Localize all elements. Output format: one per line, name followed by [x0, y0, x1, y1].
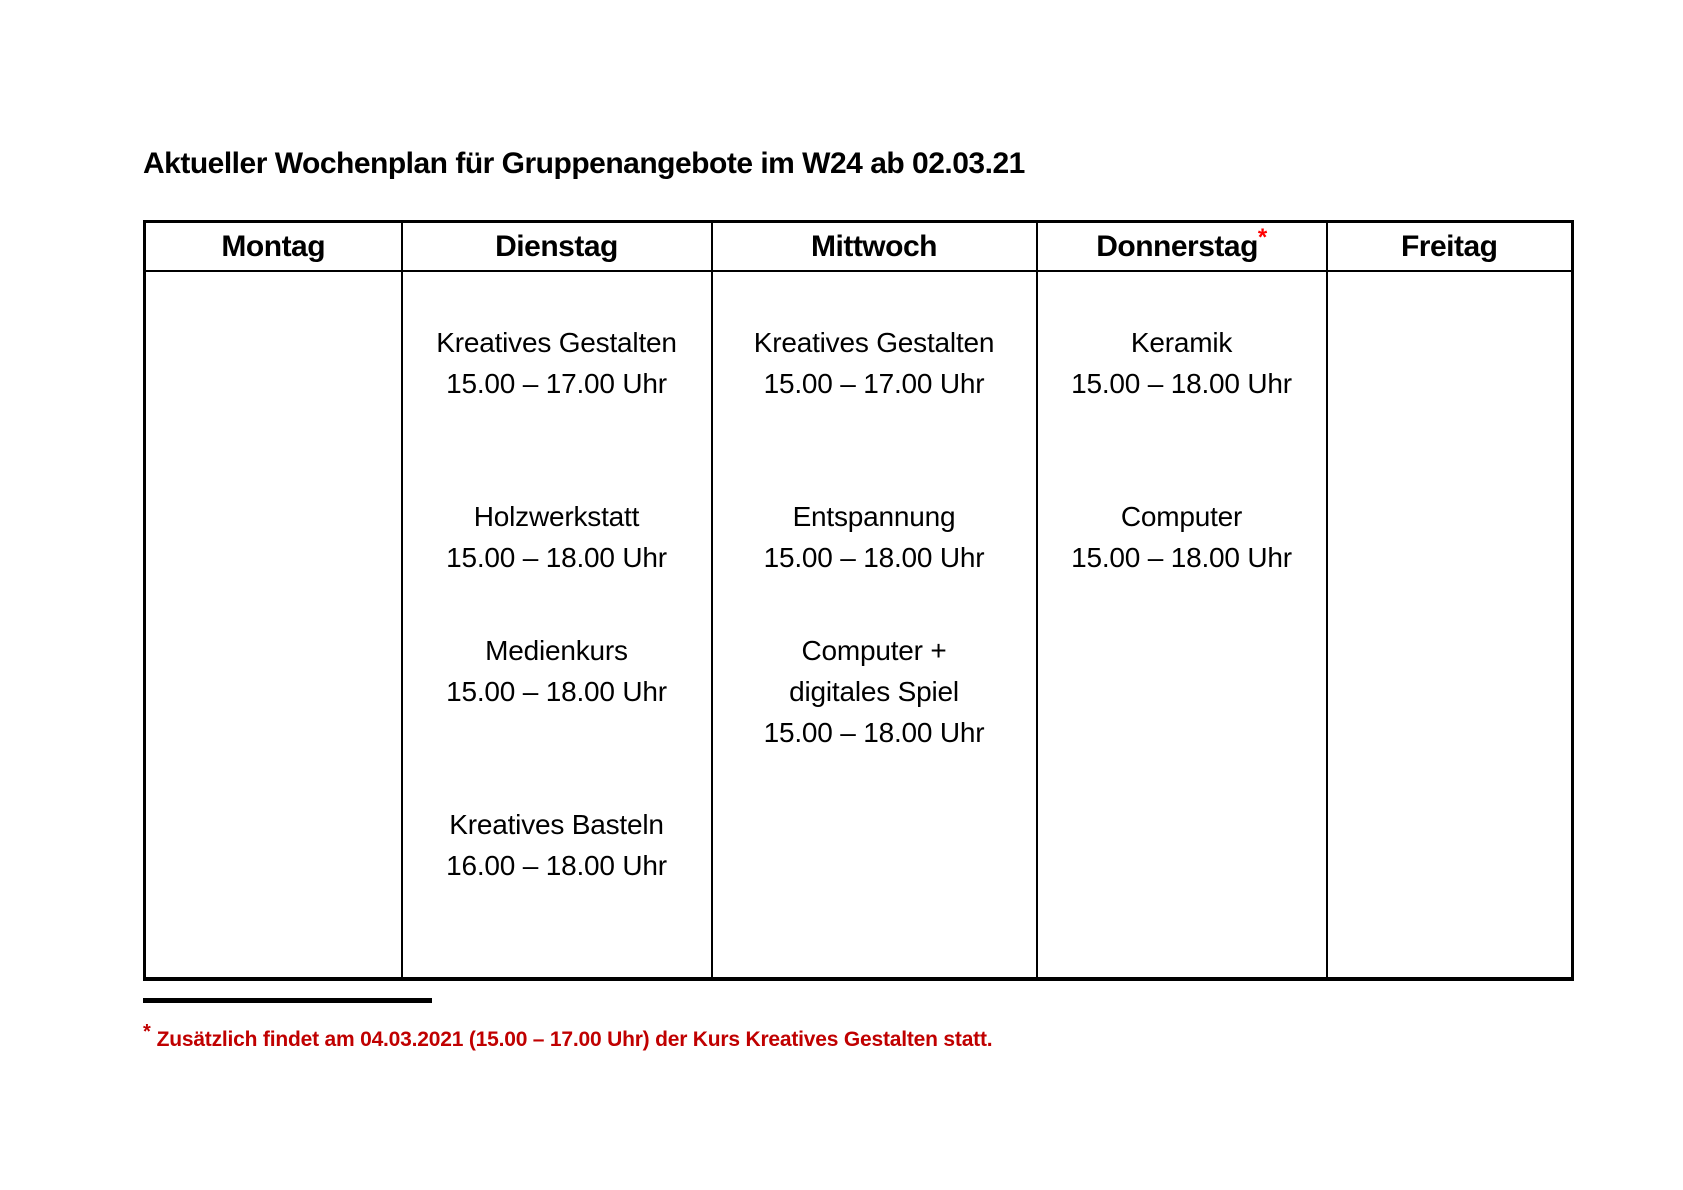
course-time: 15.00 – 18.00 Uhr	[446, 542, 667, 573]
course-time: 15.00 – 18.00 Uhr	[763, 542, 985, 573]
header-row	[145, 222, 1573, 272]
course-time: 15.00 – 18.00 Uhr	[763, 717, 985, 748]
course-name: Kreatives Basteln	[449, 809, 664, 840]
day-cell-montag	[145, 271, 402, 979]
footnote-asterisk: *	[143, 1021, 151, 1043]
course-time: 15.00 – 17.00 Uhr	[446, 368, 667, 399]
course-name: Kreatives Gestalten	[436, 327, 677, 358]
header-cell-dienstag	[402, 222, 712, 272]
course-name-line2: digitales Spiel	[789, 676, 959, 707]
course-time: 15.00 – 18.00 Uhr	[1071, 542, 1292, 573]
course-entry	[403, 322, 711, 404]
course-entry	[1038, 496, 1326, 578]
day-label-mittwoch: Mittwoch	[811, 229, 937, 263]
header-cell-freitag	[1327, 222, 1573, 272]
footnote-text: Zusätzlich findet am 04.03.2021 (15.00 – 17.00 Uhr) der Kurs Kreatives Gestalten statt.	[156, 1028, 993, 1051]
course-time: 15.00 – 18.00 Uhr	[1071, 368, 1292, 399]
course-entry	[1038, 322, 1326, 404]
course-time: 15.00 – 18.00 Uhr	[446, 676, 667, 707]
weekly-schedule-table	[143, 220, 1574, 981]
header-cell-mittwoch	[712, 222, 1037, 272]
course-entry	[403, 496, 711, 578]
donnerstag-asterisk: *	[1257, 223, 1267, 251]
day-label-donnerstag: Donnerstag	[1096, 229, 1258, 263]
course-name: Kreatives Gestalten	[753, 327, 995, 358]
course-name: Medienkurs	[485, 635, 628, 666]
course-time: 15.00 – 17.00 Uhr	[763, 368, 985, 399]
body-row	[145, 271, 1573, 979]
course-name: Entspannung	[792, 501, 956, 532]
course-time: 16.00 – 18.00 Uhr	[446, 850, 667, 881]
header-cell-donnerstag	[1037, 222, 1327, 272]
course-name: Holzwerkstatt	[473, 501, 640, 532]
page-title: Aktueller Wochenplan für Gruppenangebote im W24 ab 02.03.21	[143, 147, 1025, 180]
day-label-montag: Montag	[221, 229, 326, 263]
course-entry	[713, 496, 1036, 578]
day-cell-donnerstag	[1037, 271, 1327, 979]
header-cell-montag	[145, 222, 402, 272]
course-entry	[713, 322, 1036, 404]
course-name: Computer +	[801, 635, 947, 666]
footnote-separator-rule	[143, 998, 432, 1003]
course-entry	[403, 804, 711, 886]
course-name: Keramik	[1130, 327, 1233, 358]
course-entry	[713, 630, 1036, 753]
day-label-freitag: Freitag	[1400, 229, 1498, 263]
day-cell-mittwoch	[712, 271, 1037, 979]
day-label-dienstag: Dienstag	[495, 229, 618, 263]
day-cell-dienstag	[402, 271, 712, 979]
footnote	[143, 1021, 993, 1052]
course-entry	[403, 630, 711, 712]
course-name: Computer	[1120, 501, 1243, 532]
day-cell-freitag	[1327, 271, 1573, 979]
